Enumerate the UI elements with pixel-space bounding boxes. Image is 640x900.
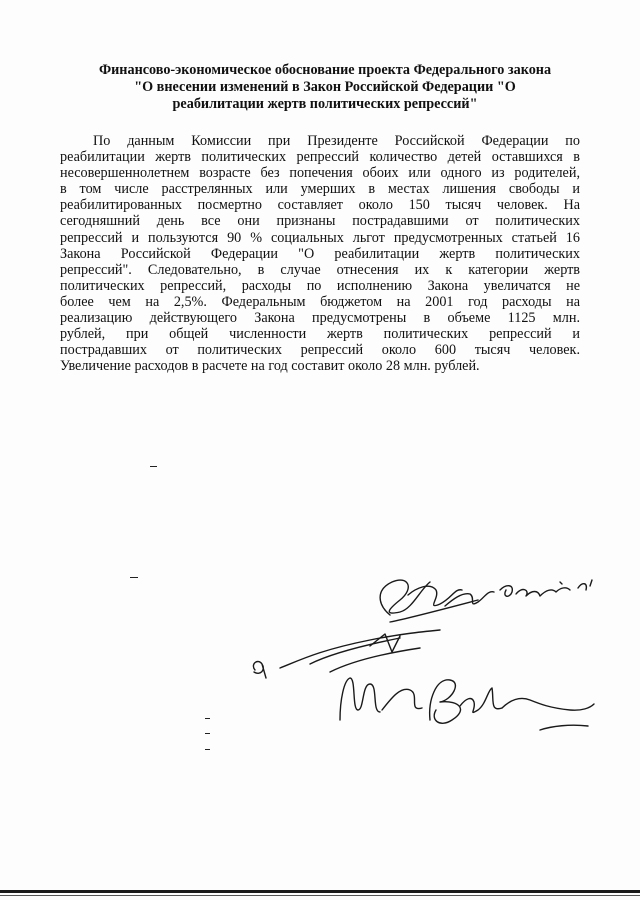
body-line: Увеличение расходов в расчете на год составит около 28 млн. рублей. [60,358,480,375]
body-line: в том числе расстрелянных или умерших в местах лишения свободы и [60,181,580,198]
scan-mark [150,466,157,467]
title-line-1: Финансово-экономическое обоснование проекта Федерального закона [98,62,552,78]
handwritten-signatures [240,560,620,760]
body-paragraph [60,133,580,374]
title-line-3: реабилитации жертв политических репрессий" [172,96,478,112]
body-line: По данным Комиссии при Президенте Российской Федерации по [93,133,580,149]
signature-block [240,560,620,760]
scan-mark [205,749,210,750]
body-line: реализацию действующего Закона предусмотрены в объеме 1125 млн. [60,310,580,327]
scan-mark [205,718,210,719]
body-line: реабилитированных посмертно составляет около 150 тысяч человек. На [60,197,580,214]
body-line: реабилитации жертв политических репрессий количество детей оставшихся в [60,149,580,166]
body-line: репрессий и пользуются 90 % социальных льгот предусмотренных статьей 16 [60,229,580,246]
body-line: рублей, при общей численности жертв политических репрессий и [60,326,580,343]
body-line: Закона Российской Федерации "О реабилитации жертв политических [60,245,580,262]
body-line: политических репрессий, расходы по исполнению Закона увеличатся не [60,277,580,294]
body-line: несовершеннолетнем возрасте без попечения обоих или одного из родителей, [60,165,580,182]
body-line: пострадавших от политических репрессий около 600 тысяч человек. [60,342,580,359]
signature-second [253,630,594,730]
signature-approval [380,580,592,622]
scan-mark [130,577,138,578]
body-line: сегодняшний день все они признаны пострадавшими от политических [60,213,580,230]
page-bottom-edge-shadow [0,895,640,896]
scan-mark [205,733,210,734]
document-title [60,62,590,113]
page-bottom-edge [0,890,640,893]
title-line-2: "О внесении изменений в Закон Российской Федерации "О [134,79,516,95]
body-line: репрессий". Следовательно, в случае отнесения их к категории жертв [60,261,580,278]
body-line: более чем на 2,5%. Федеральным бюджетом на 2001 год расходы на [60,293,580,310]
